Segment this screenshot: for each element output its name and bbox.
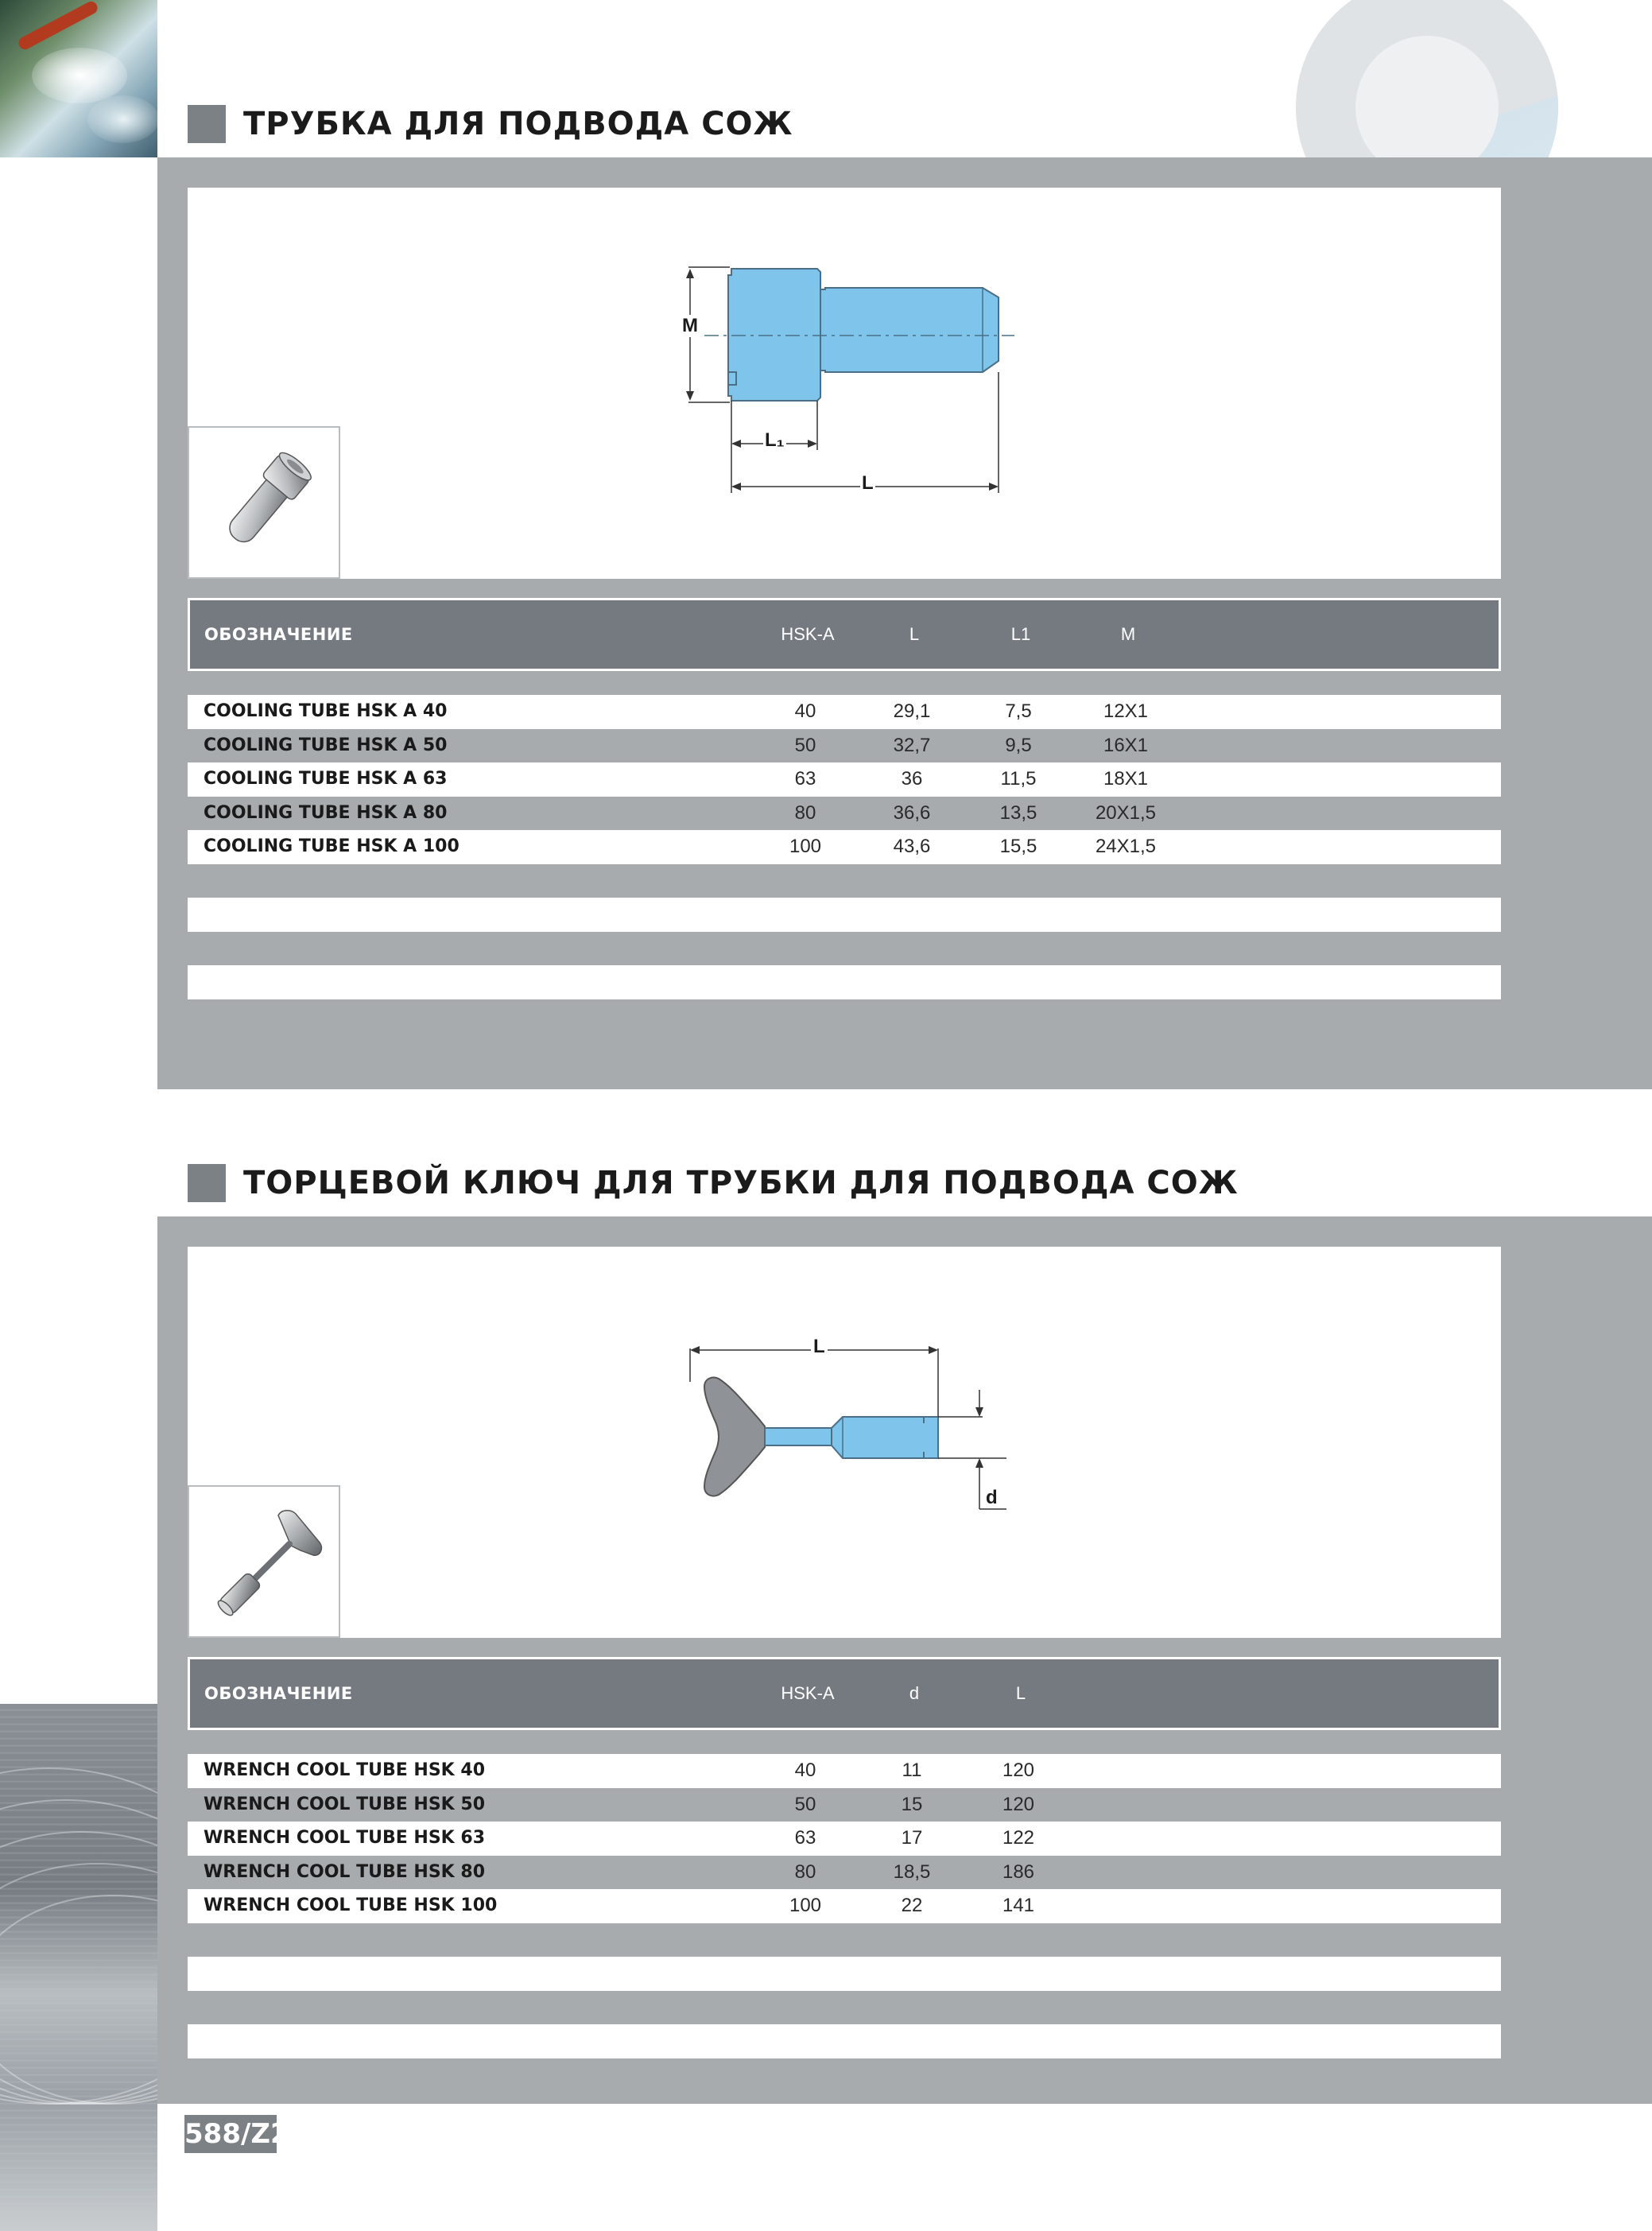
corner-photo <box>0 0 157 157</box>
cell-l: 120 <box>1002 1793 1035 1815</box>
col-header-hsk: HSK-A <box>781 1683 835 1703</box>
cell-d: 11 <box>902 1760 922 1781</box>
cell-m: 20X1,5 <box>1095 801 1157 824</box>
cell-l: 32,7 <box>893 734 931 756</box>
cell-hsk: 63 <box>794 768 816 790</box>
cell-hsk: 80 <box>794 801 816 824</box>
cell-l1: 9,5 <box>1005 734 1032 756</box>
heading-bullet <box>188 1164 226 1202</box>
heading-bullet <box>188 105 226 143</box>
table-row <box>188 729 1501 763</box>
table-header <box>188 598 1501 671</box>
table-row <box>188 695 1501 729</box>
table-row-empty <box>188 932 1501 966</box>
table-row <box>188 1788 1501 1822</box>
page-number: 588/Z2 <box>184 2115 277 2153</box>
cell-l: 141 <box>1002 1895 1035 1916</box>
kayak-decor <box>17 0 100 52</box>
cell-l1: 15,5 <box>999 836 1037 857</box>
dim-label-m: M <box>682 315 698 336</box>
table-row <box>188 762 1501 797</box>
cell-designation: WRENCH COOL TUBE HSK 80 <box>204 1861 485 1882</box>
cell-l: 29,1 <box>893 700 931 722</box>
cooling-tube-thumbnail-icon <box>189 428 339 577</box>
cell-hsk: 63 <box>794 1827 816 1849</box>
cell-l: 186 <box>1002 1860 1035 1883</box>
cell-designation: COOLING TUBE HSK A 40 <box>204 701 448 721</box>
cell-l: 120 <box>1002 1760 1035 1781</box>
table-row-empty <box>188 2024 1501 2058</box>
dim-label-d: d <box>986 1487 998 1508</box>
col-header-hsk: HSK-A <box>781 624 835 644</box>
cell-m: 24X1,5 <box>1095 836 1157 857</box>
cell-m: 16X1 <box>1103 734 1149 756</box>
table-body <box>188 1754 1501 2058</box>
table-row-empty <box>188 1991 1501 2025</box>
cell-l: 36 <box>901 768 923 790</box>
cell-hsk: 100 <box>789 836 822 857</box>
cell-d: 22 <box>901 1895 923 1916</box>
dim-label-l: L <box>811 1336 828 1358</box>
dim-label-l: L <box>862 472 874 494</box>
left-margin <box>0 157 157 1704</box>
table-row <box>188 1754 1501 1788</box>
col-header-l: L <box>1015 1683 1026 1703</box>
col-header-designation: ОБОЗНАЧЕНИЕ <box>204 1684 353 1703</box>
col-header-l1: L1 <box>1010 624 1031 644</box>
wrench-drawing <box>188 1247 1501 1638</box>
section-title: ТРУБКА ДЛЯ ПОДВОДА СОЖ <box>243 106 793 142</box>
cell-designation: COOLING TUBE HSK A 80 <box>204 802 448 823</box>
dim-label-l1: L₁ <box>765 429 785 451</box>
table-row-empty <box>188 965 1501 999</box>
cell-designation: COOLING TUBE HSK A 50 <box>204 735 448 755</box>
col-header-l: L <box>909 624 920 644</box>
water-splash-decor <box>87 95 157 143</box>
table-row <box>188 797 1501 831</box>
section-title: ТОРЦЕВОЙ КЛЮЧ ДЛЯ ТРУБКИ ДЛЯ ПОДВОДА СОЖ <box>243 1165 1239 1201</box>
cell-l: 122 <box>1002 1827 1035 1849</box>
water-splash-decor <box>32 48 127 103</box>
table-row-empty <box>188 1957 1501 1991</box>
cell-d: 18,5 <box>893 1860 931 1883</box>
col-header-m: M <box>1120 624 1136 644</box>
cell-designation: WRENCH COOL TUBE HSK 100 <box>204 1895 498 1915</box>
cell-m: 18X1 <box>1103 768 1149 790</box>
cell-hsk: 80 <box>794 1860 816 1883</box>
cell-d: 17 <box>901 1827 923 1849</box>
table-row-empty <box>188 1923 1501 1957</box>
cell-designation: WRENCH COOL TUBE HSK 63 <box>204 1828 485 1848</box>
table-row <box>188 830 1501 864</box>
cell-hsk: 50 <box>794 734 816 756</box>
cell-l1: 13,5 <box>999 801 1037 824</box>
cooling-tube-thumbnail-icon <box>188 426 340 579</box>
drawing-panel <box>188 188 1501 579</box>
table-row-empty <box>188 864 1501 898</box>
cell-hsk: 100 <box>789 1895 822 1916</box>
table-row <box>188 1856 1501 1890</box>
cell-hsk: 50 <box>794 1793 816 1815</box>
cell-l: 36,6 <box>893 801 931 824</box>
table-body <box>188 695 1501 999</box>
table-row-empty <box>188 898 1501 932</box>
cell-m: 12X1 <box>1103 700 1149 722</box>
cell-designation: WRENCH COOL TUBE HSK 50 <box>204 1794 485 1814</box>
wrench-thumbnail-icon <box>189 1487 339 1636</box>
left-swirl-decor <box>0 1704 157 2231</box>
cell-l: 43,6 <box>893 836 931 857</box>
cell-l1: 11,5 <box>1000 768 1037 790</box>
cooling-tube-drawing <box>188 188 1501 579</box>
cell-designation: WRENCH COOL TUBE HSK 40 <box>204 1760 485 1780</box>
table-row <box>188 1822 1501 1856</box>
cell-designation: COOLING TUBE HSK A 100 <box>204 836 460 856</box>
cell-d: 15 <box>901 1793 923 1815</box>
wrench-thumbnail-icon <box>188 1485 340 1638</box>
table-header <box>188 1657 1501 1730</box>
drawing-panel <box>188 1247 1501 1638</box>
cell-l1: 7,5 <box>1005 700 1032 722</box>
col-header-designation: ОБОЗНАЧЕНИЕ <box>204 625 353 644</box>
cell-hsk: 40 <box>794 700 816 722</box>
table-row <box>188 1889 1501 1923</box>
cell-designation: COOLING TUBE HSK A 63 <box>204 769 448 789</box>
cell-hsk: 40 <box>794 1760 816 1781</box>
col-header-d: d <box>909 1683 920 1703</box>
